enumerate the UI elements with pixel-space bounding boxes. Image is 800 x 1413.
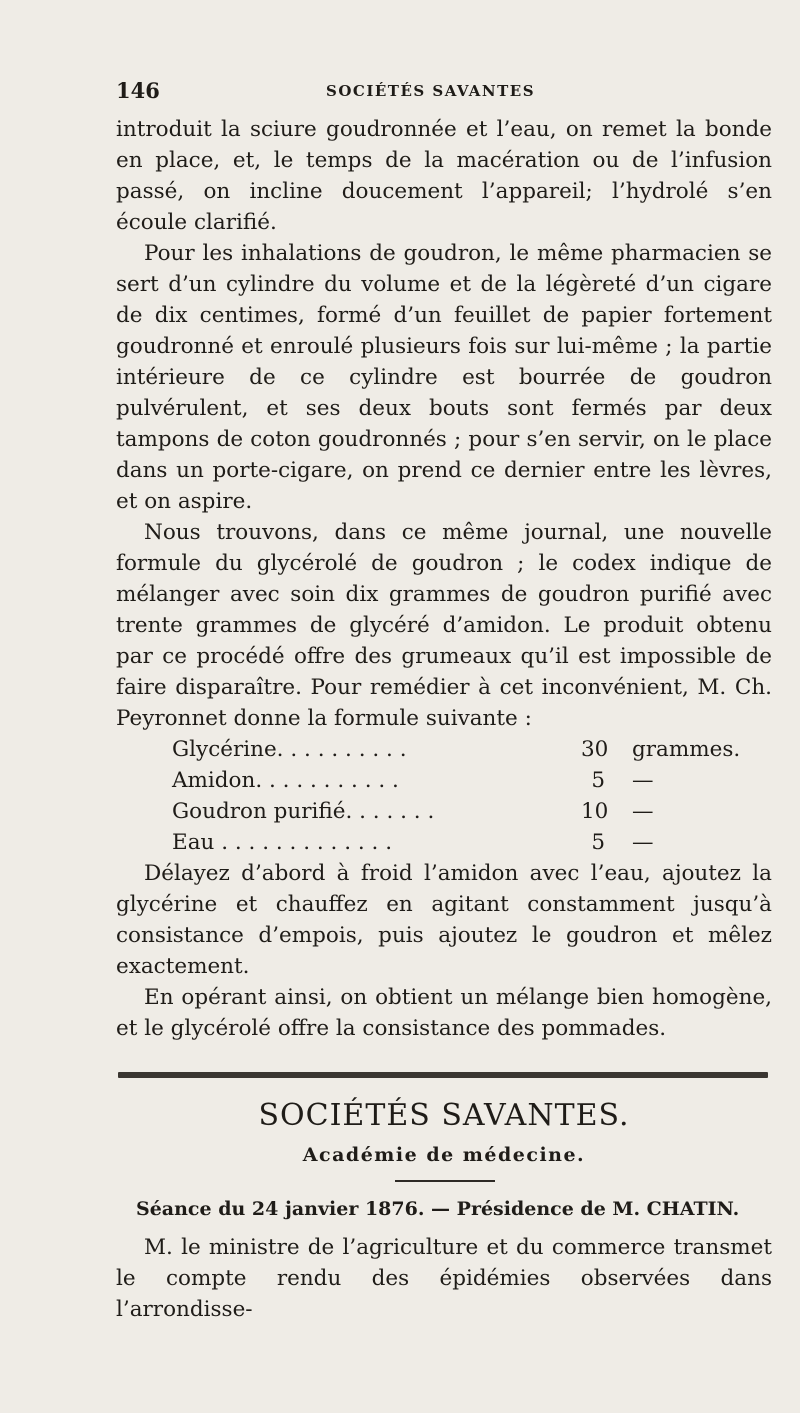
recipe-row: [116, 734, 772, 765]
page-header: [116, 78, 756, 104]
running-head: SOCIÉTÉS SAVANTES: [326, 82, 536, 100]
paragraph-continuation: introduit la sciure goudronnée et l’eau, on remet la bonde en place, et, le temps de la macération ou de l’infusion passé, on incline doucement l’appareil; l’hydrolé s’en écoule clarifié.: [116, 117, 772, 235]
paragraph-preparation: Délayez d’abord à froid l’amidon avec l’eau, ajoutez la glycérine et chauffez en agitant constamment jusqu’à consistance d’empois, puis ajoutez le goudron et mêlez exactement.: [116, 861, 772, 979]
body-text: [116, 114, 772, 1044]
session-line: Séance du 24 janvier 1876. — Présidence de M. CHATIN.: [136, 1198, 740, 1220]
section-divider: [118, 1072, 768, 1078]
recipe-unit: —: [632, 830, 654, 855]
recipe-row: [116, 827, 772, 858]
recipe-ingredient: Amidon. . . . . . . . . . .: [172, 768, 399, 793]
subsection-title: Académie de médecine.: [302, 1144, 586, 1166]
section-body: [116, 1232, 772, 1325]
recipe-quantity: 5: [591, 768, 605, 793]
paragraph-result: En opérant ainsi, on obtient un mélange bien homogène, et le glycérolé offre la consistance des pommades.: [116, 985, 772, 1041]
short-divider: [395, 1180, 495, 1182]
recipe-unit: —: [632, 768, 654, 793]
recipe-unit: grammes.: [632, 737, 741, 762]
paragraph-glycerole-formula: Nous trouvons, dans ce même journal, une nouvelle formule du glycérolé de goudron ; le codex indique de mélanger avec soin dix grammes de goudron purifié avec trente grammes de glycéré d’amidon. Le produit obtenu par ce procédé offre des grumeaux qu’il est impossible de faire disparaître. Pour remédier à cet inconvénient, M. Ch. Peyronnet donne la formule suivante :: [116, 520, 772, 731]
recipe-quantity: 10: [581, 799, 609, 824]
section-title: SOCIÉTÉS SAVANTES.: [258, 1098, 630, 1133]
recipe-quantity: 5: [591, 830, 605, 855]
page-number: 146: [116, 78, 160, 103]
recipe-unit: —: [632, 799, 654, 824]
recipe-ingredient: Goudron purifié. . . . . . .: [172, 799, 435, 824]
paragraph-inhalations: Pour les inhalations de goudron, le même pharmacien se sert d’un cylindre du volume et de la légèreté d’un cigare de dix centimes, formé d’un feuillet de papier fortement goudronné et enroulé plusieurs fois sur lui-même ; la partie intérieure de ce cylindre est bourrée de goudron pulvérulent, et ses deux bouts sont fermés par deux tampons de coton goudronnés ; pour s’en servir, on le place dans un porte-cigare, on prend ce dernier entre les lèvres, et on aspire.: [116, 241, 772, 514]
recipe-list: [116, 734, 772, 858]
recipe-row: [116, 765, 772, 796]
recipe-quantity: 30: [581, 737, 609, 762]
recipe-ingredient: Glycérine. . . . . . . . . .: [172, 737, 407, 762]
paragraph-ministre: M. le ministre de l’agriculture et du commerce transmet le compte rendu des épidémies observées dans l’arrondisse-: [116, 1235, 772, 1322]
recipe-row: [116, 796, 772, 827]
recipe-ingredient: Eau . . . . . . . . . . . . .: [172, 830, 393, 855]
